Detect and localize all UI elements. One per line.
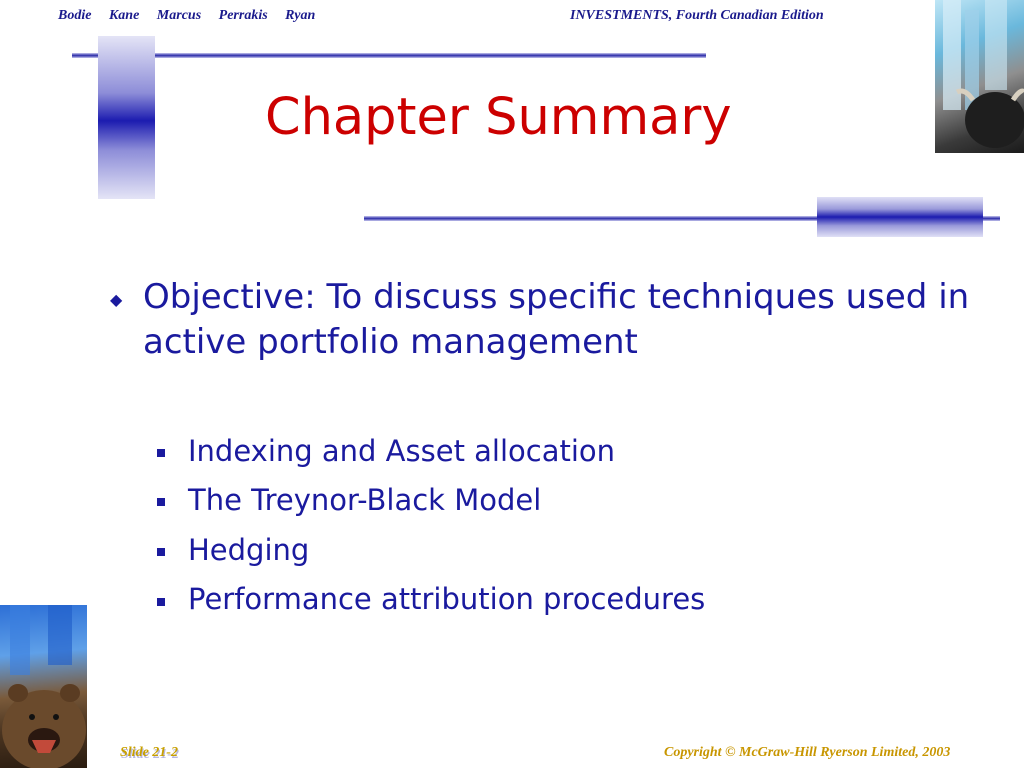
author-name: Kane — [108, 8, 140, 23]
author-name: Marcus — [156, 8, 202, 23]
slide-title: Chapter Summary — [265, 88, 732, 147]
author-name: Perrakis — [218, 8, 268, 23]
author-name: Ryan — [285, 8, 316, 23]
header-authors — [58, 8, 329, 24]
slide-number: Slide 21-2 — [120, 745, 178, 760]
sub-item: Hedging — [188, 533, 310, 567]
square-bullet-icon — [157, 598, 165, 606]
author-name: Bodie — [58, 8, 92, 23]
square-bullet-icon — [157, 449, 165, 457]
sub-item: Indexing and Asset allocation — [188, 434, 616, 468]
square-bullet-icon — [157, 548, 165, 556]
sub-item: Performance attribution procedures — [188, 582, 706, 616]
copyright-notice: Copyright © McGraw-Hill Ryerson Limited, 2003 — [664, 745, 951, 760]
vertical-accent-bar — [98, 36, 155, 199]
top-divider-line — [72, 53, 706, 58]
bear-photo-graphic — [0, 605, 87, 768]
square-bullet-icon — [157, 498, 165, 506]
diamond-bullet-icon: ◆ — [110, 290, 123, 309]
horizontal-accent-bar — [817, 197, 983, 237]
sub-item: The Treynor-Black Model — [188, 483, 542, 517]
bear-photo — [0, 605, 87, 768]
header-edition: INVESTMENTS, Fourth Canadian Edition — [570, 8, 824, 23]
bull-photo-graphic — [935, 0, 1024, 153]
objective-text: Objective: To discuss specific techniques used in active portfolio management — [143, 277, 970, 362]
bull-photo — [935, 0, 1024, 153]
